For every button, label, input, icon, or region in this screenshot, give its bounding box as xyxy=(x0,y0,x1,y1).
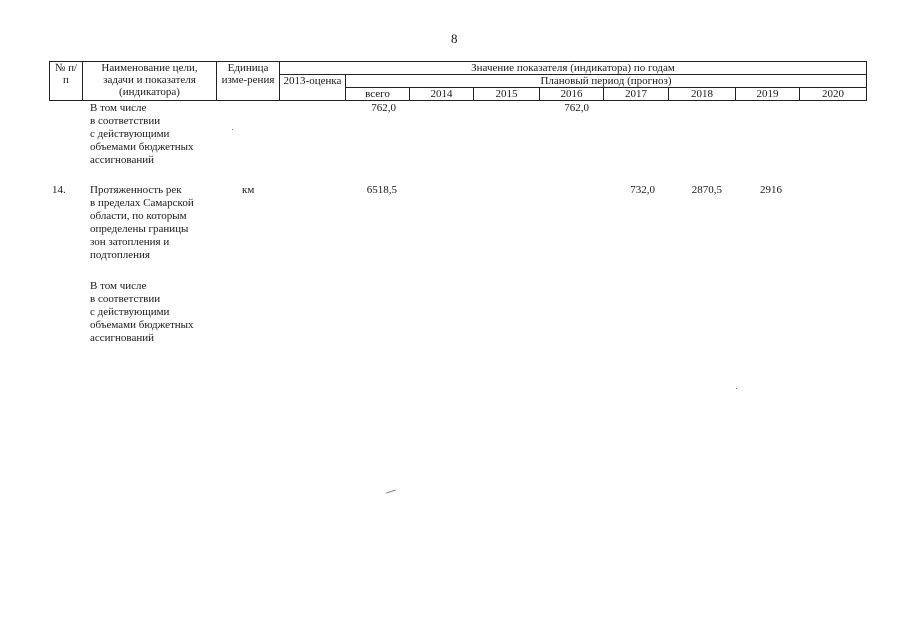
name-line: в соответствии xyxy=(90,293,161,305)
header-year-cell: 2015 xyxy=(474,88,540,101)
scan-speck xyxy=(232,129,233,130)
name-line: В том числе xyxy=(90,102,147,114)
row-2-unit: км xyxy=(242,184,255,196)
scan-speck xyxy=(386,489,396,493)
header-year-cell: 2017 xyxy=(604,88,669,101)
row-2-total: 6518,5 xyxy=(366,184,397,196)
row-2-2018: 2870,5 xyxy=(691,184,722,196)
name-line: Протяженность рек xyxy=(90,184,182,196)
row-1-total: 762,0 xyxy=(371,102,396,114)
row-2-number: 14. xyxy=(52,184,66,196)
header-year-cell: 2016 xyxy=(540,88,604,101)
scan-speck xyxy=(736,388,737,389)
header-number-cell: № п/п xyxy=(50,62,83,101)
row-1-2016: 762,0 xyxy=(564,102,589,114)
name-line: с действующими xyxy=(90,306,170,318)
row-2-name xyxy=(90,184,215,262)
header-2013-cell: 2013-оценка xyxy=(280,75,346,101)
name-line: с действующими xyxy=(90,128,170,140)
row-3-name xyxy=(90,280,215,345)
indicator-table-header xyxy=(49,61,867,101)
page-number: 8 xyxy=(451,31,458,46)
name-line: области, по которым xyxy=(90,210,187,222)
name-line: объемами бюджетных xyxy=(90,141,194,153)
header-year-cell: 2014 xyxy=(410,88,474,101)
header-planned-title: Плановый период (прогноз) xyxy=(346,75,867,88)
name-line: определены границы xyxy=(90,223,189,235)
header-name-cell: Наименование цели, задачи и показателя (индикатора) xyxy=(83,62,217,101)
header-values-title: Значение показателя (индикатора) по годам xyxy=(280,62,867,75)
header-total-cell: всего xyxy=(346,88,410,101)
name-line: ассигнований xyxy=(90,332,155,344)
name-line: подтопления xyxy=(90,249,150,261)
name-line: в пределах Самарской xyxy=(90,197,194,209)
name-line: ассигнований xyxy=(90,154,155,166)
row-2-2019: 2916 xyxy=(760,184,782,196)
header-year-cell: 2019 xyxy=(736,88,800,101)
name-line: в соответствии xyxy=(90,115,161,127)
header-unit-cell: Единица изме-рения xyxy=(217,62,280,101)
row-2-2017: 732,0 xyxy=(630,184,655,196)
row-1-name xyxy=(90,102,215,167)
name-line: объемами бюджетных xyxy=(90,319,194,331)
name-line: зон затопления и xyxy=(90,236,170,248)
header-year-cell: 2018 xyxy=(669,88,736,101)
header-year-cell: 2020 xyxy=(800,88,867,101)
name-line: В том числе xyxy=(90,280,147,292)
